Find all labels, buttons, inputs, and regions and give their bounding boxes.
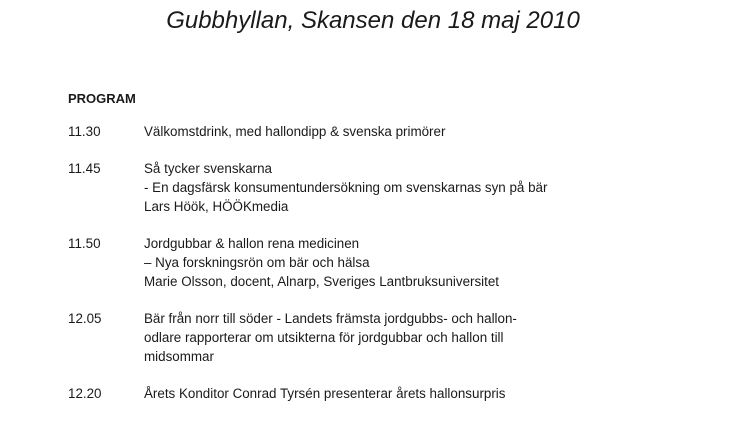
program-item <box>68 384 708 403</box>
program-time: 11.45 <box>68 161 101 176</box>
program-line: Årets Konditor Conrad Tyrsén presenterar årets hallonsurpris <box>144 386 506 401</box>
program-time: 11.30 <box>68 124 101 139</box>
program-description <box>144 159 708 216</box>
document-title: Gubbhyllan, Skansen den 18 maj 2010 <box>166 7 580 34</box>
program-time: 11.50 <box>68 236 101 251</box>
program-line: Välkomstdrink, med hallondipp & svenska primörer <box>144 124 446 139</box>
program-item <box>68 234 708 291</box>
program-line: Lars Höök, HÖÖKmedia <box>144 199 289 214</box>
program-description <box>144 234 708 291</box>
program-description <box>144 384 708 403</box>
program-item <box>68 309 708 366</box>
program-item <box>68 122 708 141</box>
program-line: Bär från norr till söder - Landets främsta jordgubbs- och hallon- <box>144 311 517 326</box>
program-description <box>144 122 708 141</box>
program-time: 12.05 <box>68 311 102 326</box>
program-line: Jordgubbar & hallon rena medicinen <box>144 236 360 251</box>
program-line: – Nya forskningsrön om bär och hälsa <box>144 255 370 270</box>
program-line: odlare rapporterar om utsikterna för jordgubbar och hallon till <box>144 330 504 345</box>
program-line: - En dagsfärsk konsumentundersökning om svenskarnas syn på bär <box>144 180 548 195</box>
program-list <box>68 122 708 421</box>
program-time: 12.20 <box>68 386 102 401</box>
program-line: Marie Olsson, docent, Alnarp, Sveriges Lantbruksuniversitet <box>144 274 500 289</box>
program-line: Så tycker svenskarna <box>144 161 273 176</box>
section-heading: PROGRAM <box>68 91 136 106</box>
program-line: midsommar <box>144 349 214 364</box>
program-description <box>144 309 708 366</box>
program-item <box>68 159 708 216</box>
